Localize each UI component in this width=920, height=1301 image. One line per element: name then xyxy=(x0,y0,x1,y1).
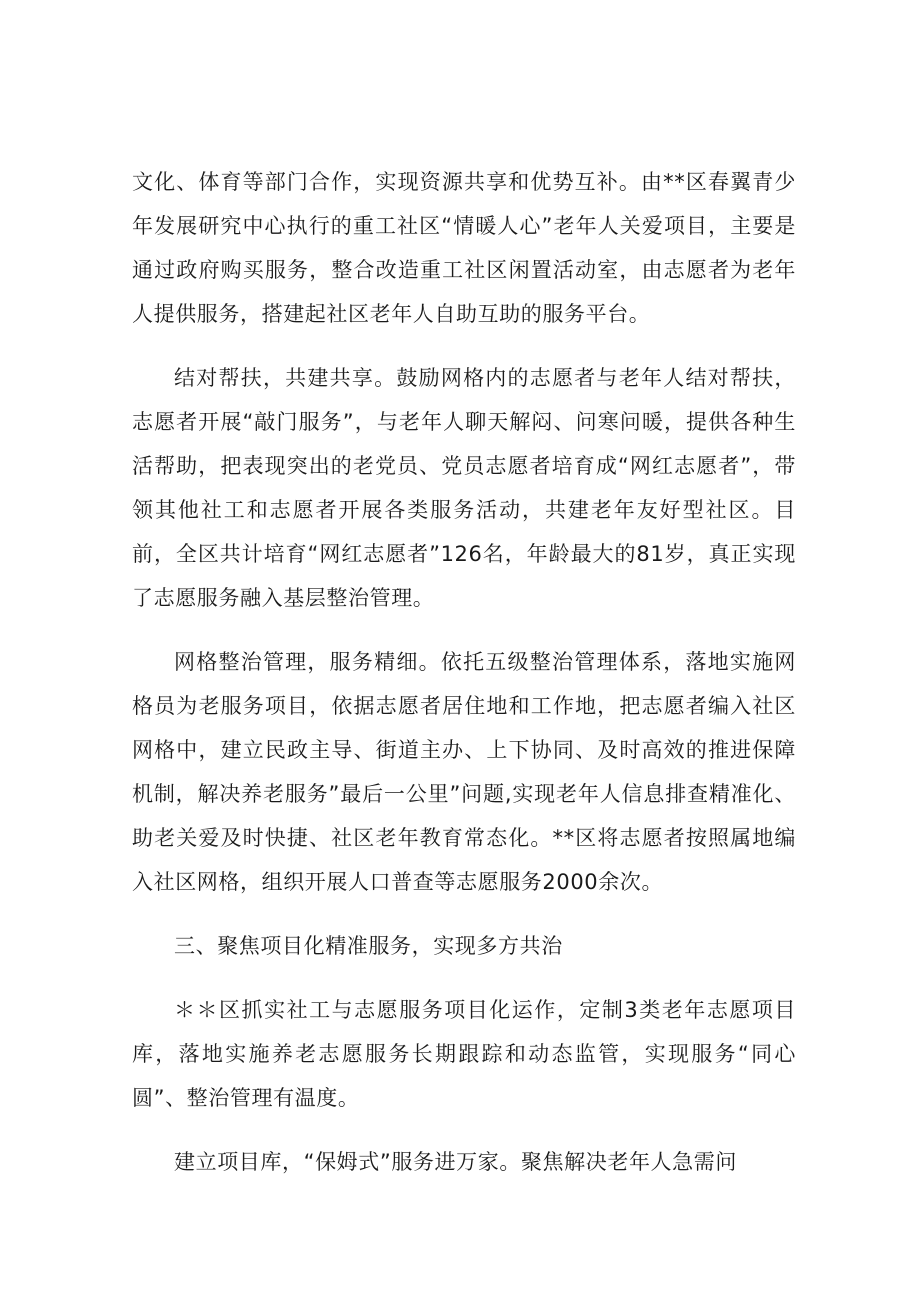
paragraph-pairing-assistance: 结对帮扶，共建共享。鼓励网格内的志愿者与老年人结对帮扶，志愿者开展“敲门服务”，与老年人聊天解闷、问寒问暖，提供各种生活帮助，把表现突出的老党员、党员志愿者培育成“网红志愿者”，带领其他社工和志愿者开展各类服务活动，共建老年友好型社区。目前，全区共计培育“网红志愿者”126名，年龄最大的81岁，真正实现了志愿服务融入基层整治管理。 xyxy=(132,366,796,610)
section-heading-three: 三、聚焦项目化精准服务，实现多方共治 xyxy=(174,934,563,958)
paragraph-project-library: 建立项目库，“保姆式”服务进万家。聚焦解决老年人急需问 xyxy=(174,1150,737,1174)
paragraph-project-operation: ＊＊区抓实社工与志愿服务项目化运作，定制3类老年志愿项目库，落地实施养老志愿服务长期跟踪和动态监管，实现服务“同心圆”、整治管理有温度。 xyxy=(132,998,796,1110)
paragraph-resource-sharing: 文化、体育等部门合作，实现资源共享和优势互补。由**区春翼青少年发展研究中心执行的重工社区“情暖人心”老年人关爱项目，主要是通过政府购买服务，整合改造重工社区闲置活动室，由志愿者为老年人提供服务，搭建起社区老年人自助互助的服务平台。 xyxy=(132,170,796,326)
paragraph-grid-management: 网格整治管理，服务精细。依托五级整治管理体系，落地实施网格员为老服务项目，依据志愿者居住地和工作地，把志愿者编入社区网格中，建立民政主导、街道主办、上下协同、及时高效的推进保障机制，解决养老服务”最后一公里”问题,实现老年人信息排查精准化、助老关爱及时快捷、社区老年教育常态化。**区将志愿者按照属地编入社区网格，组织开展人口普查等志愿服务2000余次。 xyxy=(132,650,796,894)
document-body xyxy=(132,160,796,1184)
